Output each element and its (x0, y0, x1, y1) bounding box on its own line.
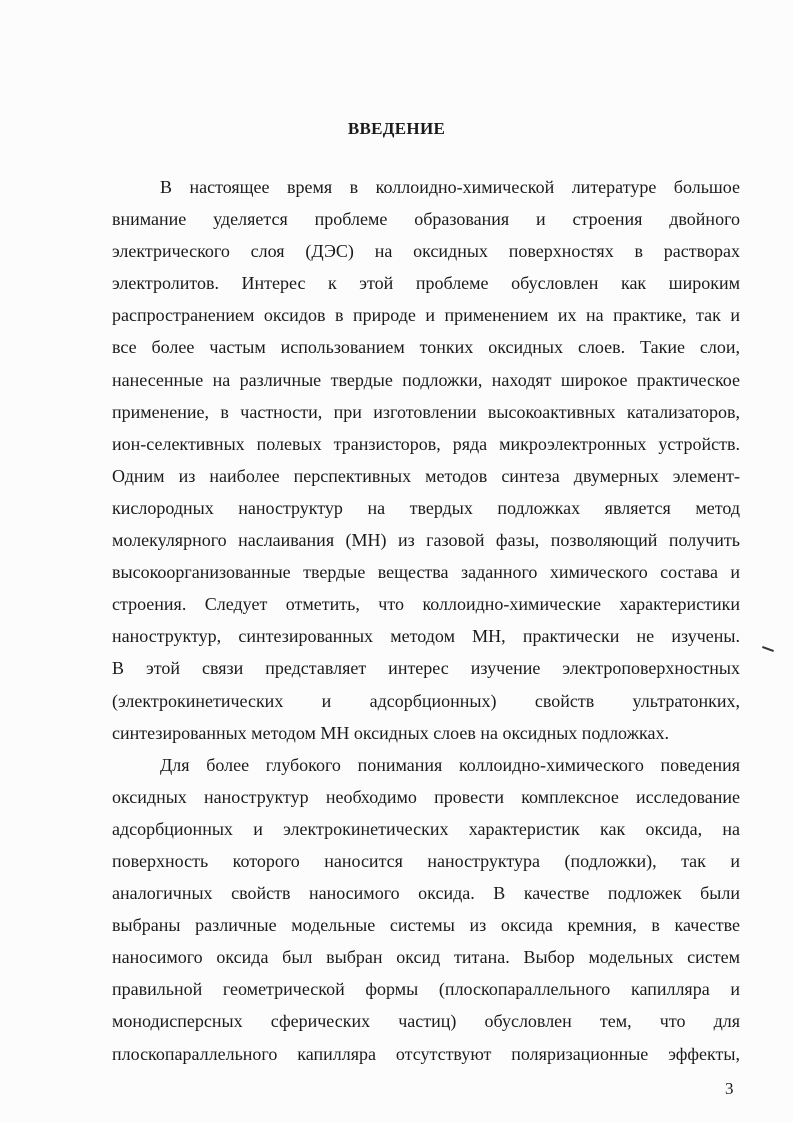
text-line: Для более глубокого понимания коллоидно-химического поведения (160, 754, 740, 775)
body-text (112, 171, 740, 1070)
text-line: В настоящее время в коллоидно-химической литературе большое (160, 177, 740, 197)
text-line: оксидных наноструктур необходимо провести комплексное исследование (112, 786, 740, 807)
text-line: все более частым использованием тонких оксидных слоев. Такие слои, (112, 337, 740, 358)
scan-mark (762, 646, 774, 652)
page-heading: ВВЕДЕНИЕ (347, 119, 446, 138)
text-line: строения. Следует отметить, что коллоидно-химические характеристики (112, 594, 740, 615)
text-line: (электрокинетических и адсорбционных) свойств ультратонких, (112, 690, 740, 711)
text-line: адсорбционных и электрокинетических характеристик как оксида, на (112, 818, 740, 839)
text-line: наноструктур, синтезированных методом МН, практически не изучены. (112, 626, 740, 647)
text-line: монодисперсных сферических частиц) обусловлен тем, что для (112, 1011, 740, 1032)
text-line: выбраны различные модельные системы из оксида кремния, в качестве (112, 915, 740, 936)
text-line: внимание уделяется проблеме образования и строения двойного (112, 209, 740, 230)
text-line: ион-селективных полевых транзисторов, ряда микроэлектронных устройств. (112, 433, 740, 454)
text-line: распространением оксидов в природе и применением их на практике, так и (112, 305, 740, 326)
text-line: молекулярного наслаивания (МН) из газовой фазы, позволяющий получить (112, 530, 740, 551)
page-number: 3 (725, 1079, 734, 1098)
text-line: аналогичных свойств наносимого оксида. В качестве подложек были (112, 883, 740, 904)
text-line: применение, в частности, при изготовлении высокоактивных катализаторов, (112, 401, 740, 422)
text-line: поверхность которого наносится наноструктура (подложки), так и (112, 850, 740, 871)
text-line: синтезированных методом МН оксидных слоев на оксидных подложках. (112, 722, 669, 743)
text-line: правильной геометрической формы (плоскопараллельного капилляра и (112, 979, 740, 1000)
text-line: кислородных наноструктур на твердых подложках является метод (112, 497, 740, 518)
text-line: электрического слоя (ДЭС) на оксидных поверхностях в растворах (112, 241, 740, 262)
text-line: Одним из наиболее перспективных методов синтеза двумерных элемент- (112, 465, 740, 486)
text-line: наносимого оксида был выбран оксид титана. Выбор модельных систем (112, 947, 740, 968)
text-line: электролитов. Интерес к этой проблеме обусловлен как широким (112, 273, 740, 294)
text-line: нанесенные на различные твердые подложки, находят широкое практическое (112, 369, 740, 390)
text-line: плоскопараллельного капилляра отсутствуют поляризационные эффекты, (112, 1043, 740, 1064)
text-line: В этой связи представляет интерес изучение электроповерхностных (112, 658, 740, 679)
text-line: высокоорганизованные твердые вещества заданного химического состава и (112, 562, 740, 583)
